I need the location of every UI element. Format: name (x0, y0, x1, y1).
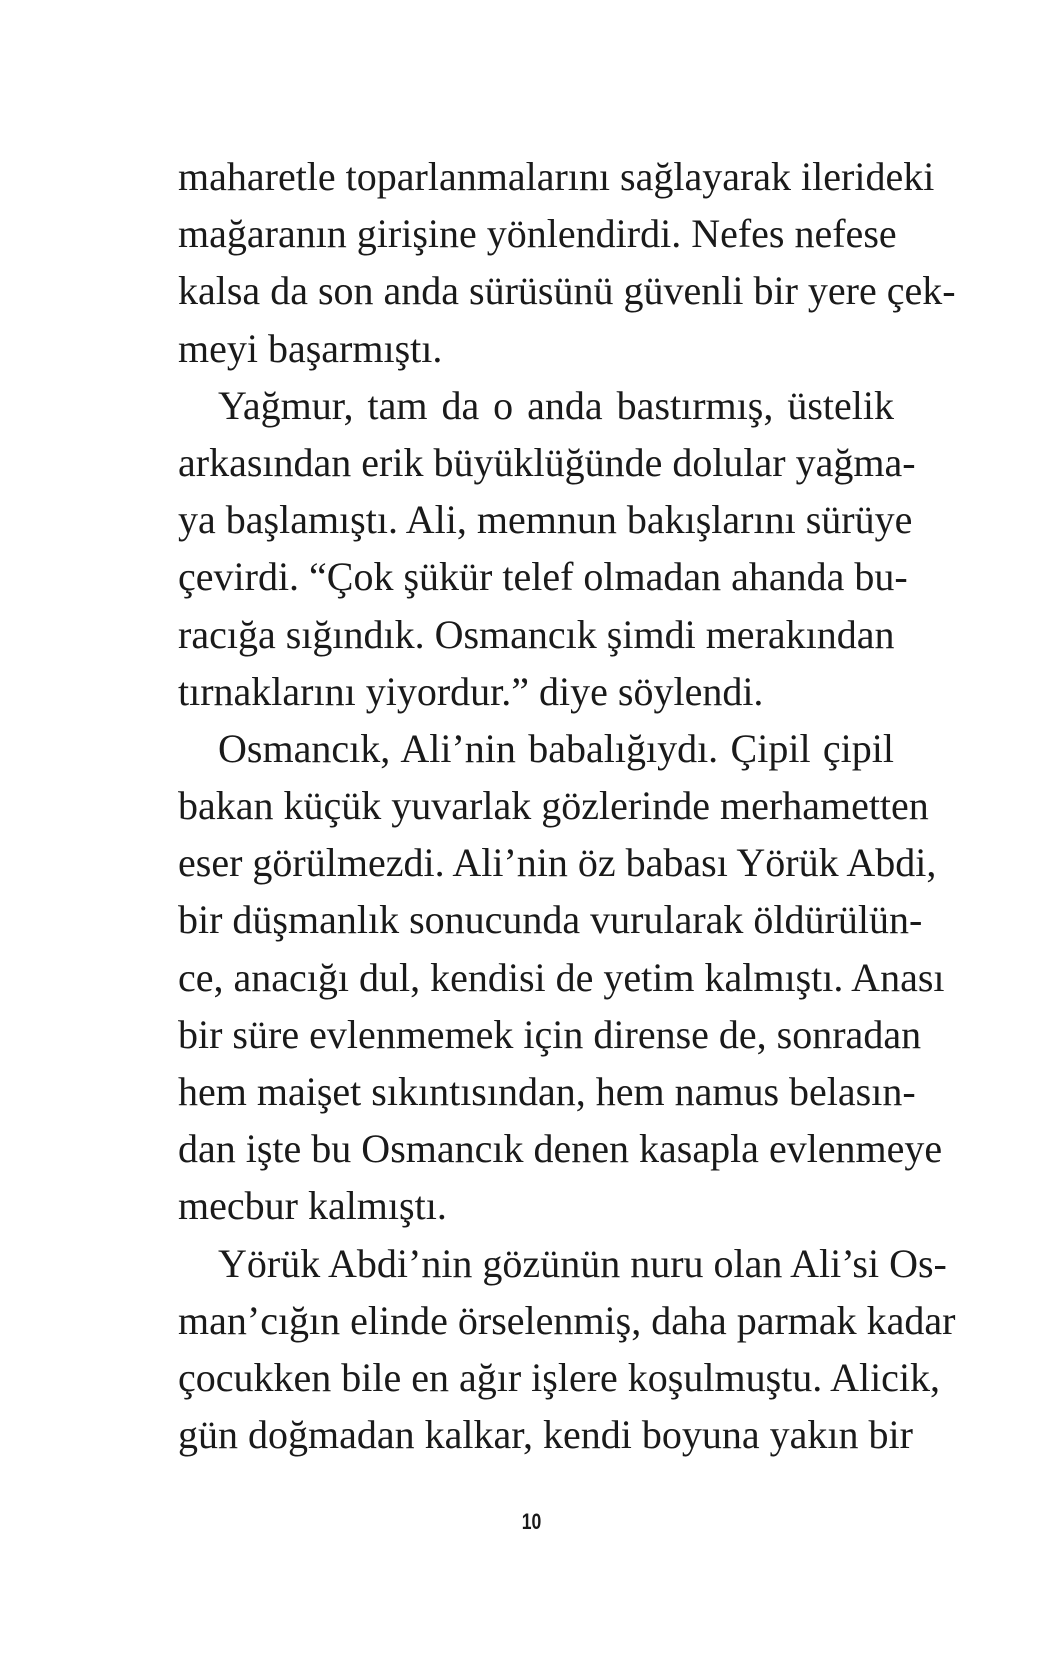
text-line: Osmancık, Ali’nin babalığıydı. Çipil çipil (218, 725, 894, 771)
text-line: Yağmur, tam da o anda bastırmış, üstelik (218, 382, 894, 428)
paragraph-4 (178, 1235, 956, 1464)
text-line: arkasından erik büyüklüğünde dolular yağma- (178, 439, 916, 485)
text-line: man’cığın elinde örselenmiş, daha parmak kadar (178, 1297, 956, 1343)
text-line: ya başlamıştı. Ali, memnun bakışlarını sürüye (178, 497, 913, 543)
text-line: mağaranın girişine yönlendirdi. Nefes nefese (178, 211, 897, 257)
text-line: Yörük Abdi’nin gözünün nuru olan Ali’si Os- (218, 1240, 947, 1286)
text-line: bir süre evlenmemek için dirense de, sonradan (178, 1011, 922, 1057)
page-number: 10 (521, 1509, 542, 1534)
text-line: bakan küçük yuvarlak gözlerinde merhametten (178, 783, 929, 829)
text-line: maharetle toparlanmalarını sağlayarak ilerideki (178, 154, 935, 199)
text-line: meyi başarmıştı. (178, 325, 443, 371)
text-line: mecbur kalmıştı. (178, 1183, 447, 1229)
paragraph-2 (178, 377, 916, 720)
text-line: bir düşmanlık sonucunda vurularak öldürülün- (178, 897, 923, 943)
text-line: çocukken bile en ağır işlere koşulmuştu. Alicik, (178, 1354, 941, 1400)
text-line: tırnaklarını yiyordur.” diye söylendi. (178, 668, 764, 714)
text-line: ce, anacığı dul, kendisi de yetim kalmıştı. Anası (178, 954, 945, 1000)
text-line: racığa sığındık. Osmancık şimdi merakından (178, 611, 895, 657)
text-line: kalsa da son anda sürüsünü güvenli bir yere çek- (178, 268, 956, 314)
text-line: eser görülmezdi. Ali’nin öz babası Yörük Abdi, (178, 840, 937, 886)
paragraph-1 (178, 148, 956, 377)
text-line: hem maişet sıkıntısından, hem namus belasın- (178, 1069, 916, 1114)
text-line: dan işte bu Osmancık denen kasapla evlenmeye (178, 1126, 943, 1172)
body-text (178, 148, 956, 1463)
text-line: gün doğmadan kalkar, kendi boyuna yakın bir (178, 1412, 913, 1458)
paragraph-3 (178, 720, 945, 1235)
text-line: çevirdi. “Çok şükür telef olmadan ahanda bu- (178, 554, 908, 600)
